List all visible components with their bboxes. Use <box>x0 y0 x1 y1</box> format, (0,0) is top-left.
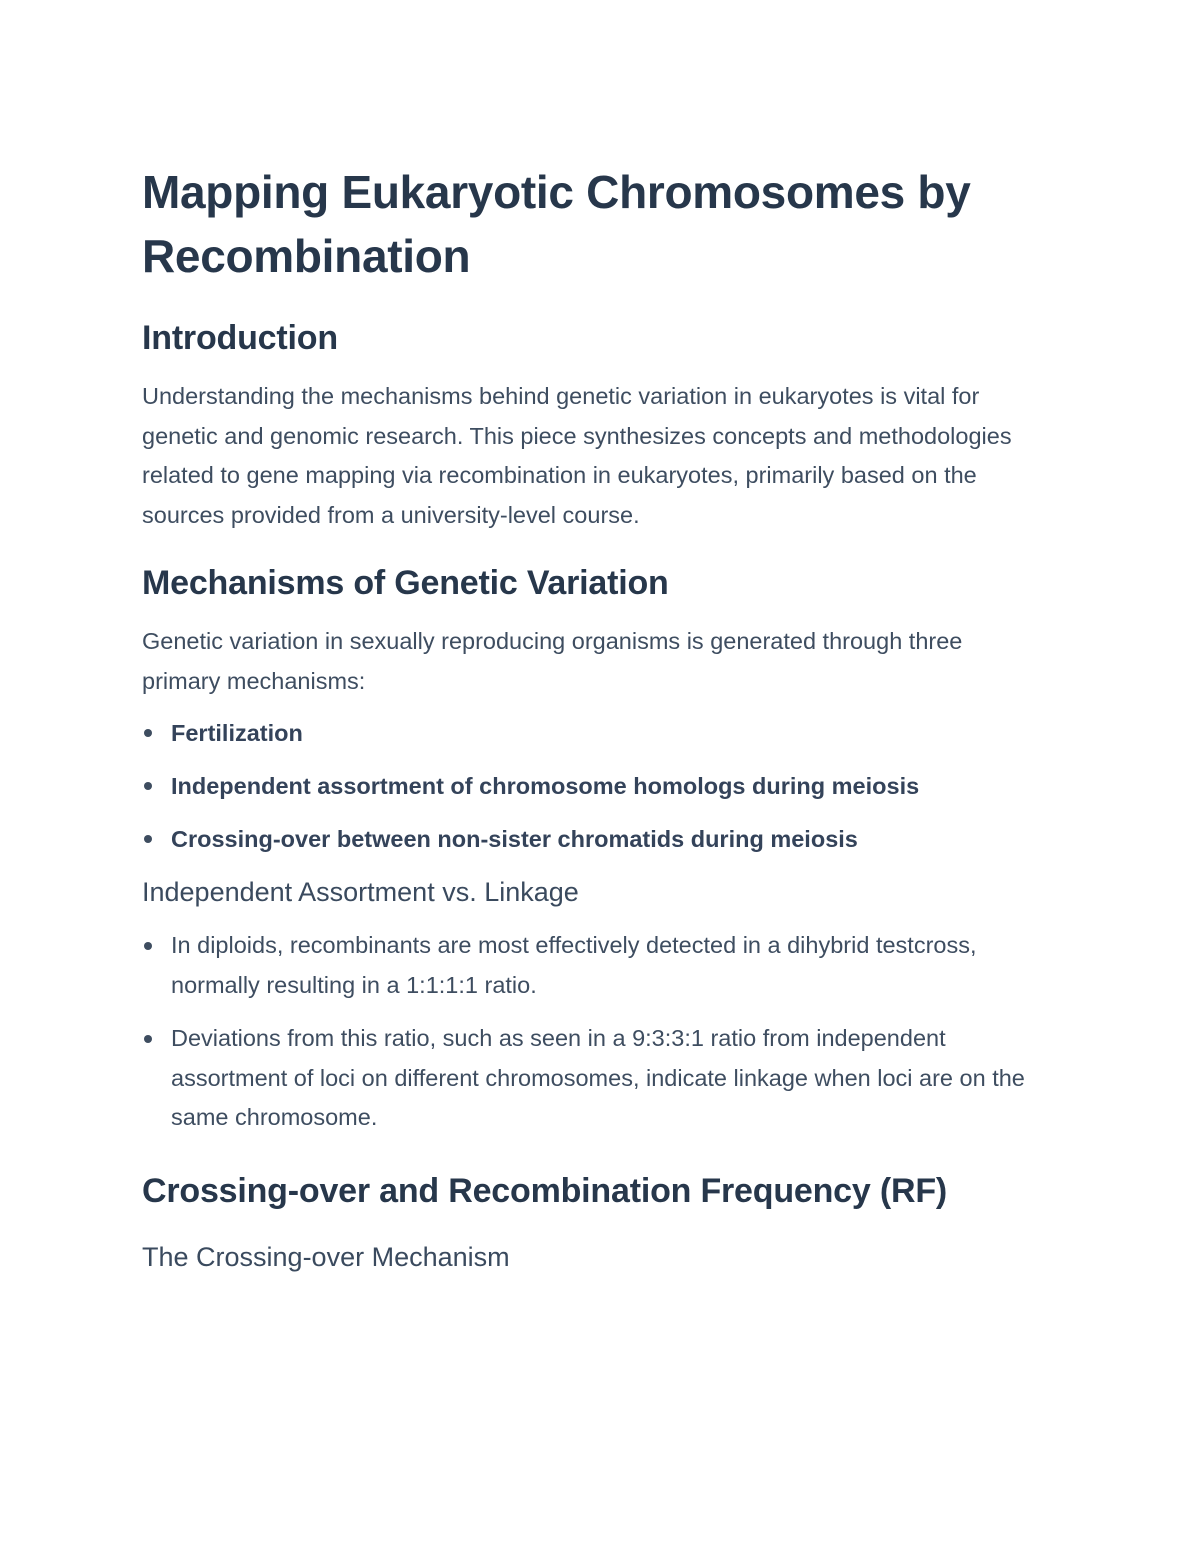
mechanisms-list <box>142 717 1042 855</box>
bullet-icon <box>144 729 152 737</box>
list-item <box>142 823 1042 855</box>
crossing-over-heading: Crossing-over and Recombination Frequency (RF) <box>142 1171 948 1210</box>
list-item-text: Deviations from this ratio, such as seen in a 9:3:3:1 ratio from independent assortment of loci on different chromosomes, indicate linkage when loci are on the same chromosome. <box>171 1025 1025 1130</box>
list-item-text: Independent assortment of chromosome homologs during meiosis <box>171 773 920 799</box>
bullet-icon <box>144 1035 152 1043</box>
list-item <box>142 926 1042 1005</box>
crossing-over-mechanism-heading: The Crossing-over Mechanism <box>142 1241 510 1272</box>
introduction-heading: Introduction <box>142 319 338 357</box>
linkage-list <box>142 926 1042 1138</box>
bullet-icon <box>144 835 152 843</box>
document-title: Mapping Eukaryotic Chromosomes by Recombination <box>142 166 971 282</box>
list-item-text: Fertilization <box>171 720 303 746</box>
mechanisms-heading: Mechanisms of Genetic Variation <box>142 564 669 602</box>
mechanisms-paragraph: Genetic variation in sexually reproducing organisms is generated through three primary mechanisms: <box>142 628 963 694</box>
bullet-icon <box>144 782 152 790</box>
list-item <box>142 770 1042 802</box>
list-item-text: Crossing-over between non-sister chromatids during meiosis <box>171 826 858 852</box>
independent-assortment-heading: Independent Assortment vs. Linkage <box>142 877 579 907</box>
introduction-paragraph: Understanding the mechanisms behind genetic variation in eukaryotes is vital for genetic and genomic research. This piece synthesizes concepts and methodologies related to gene mapping via recombination in eukaryotes, primarily based on the sources provided from a university-level course. <box>142 383 1012 528</box>
list-item <box>142 1019 1042 1138</box>
document-page <box>142 160 1042 1273</box>
list-item-text: In diploids, recombinants are most effectively detected in a dihybrid testcross, normally resulting in a 1:1:1:1 ratio. <box>171 932 977 998</box>
list-item <box>142 717 1042 749</box>
bullet-icon <box>144 942 152 950</box>
